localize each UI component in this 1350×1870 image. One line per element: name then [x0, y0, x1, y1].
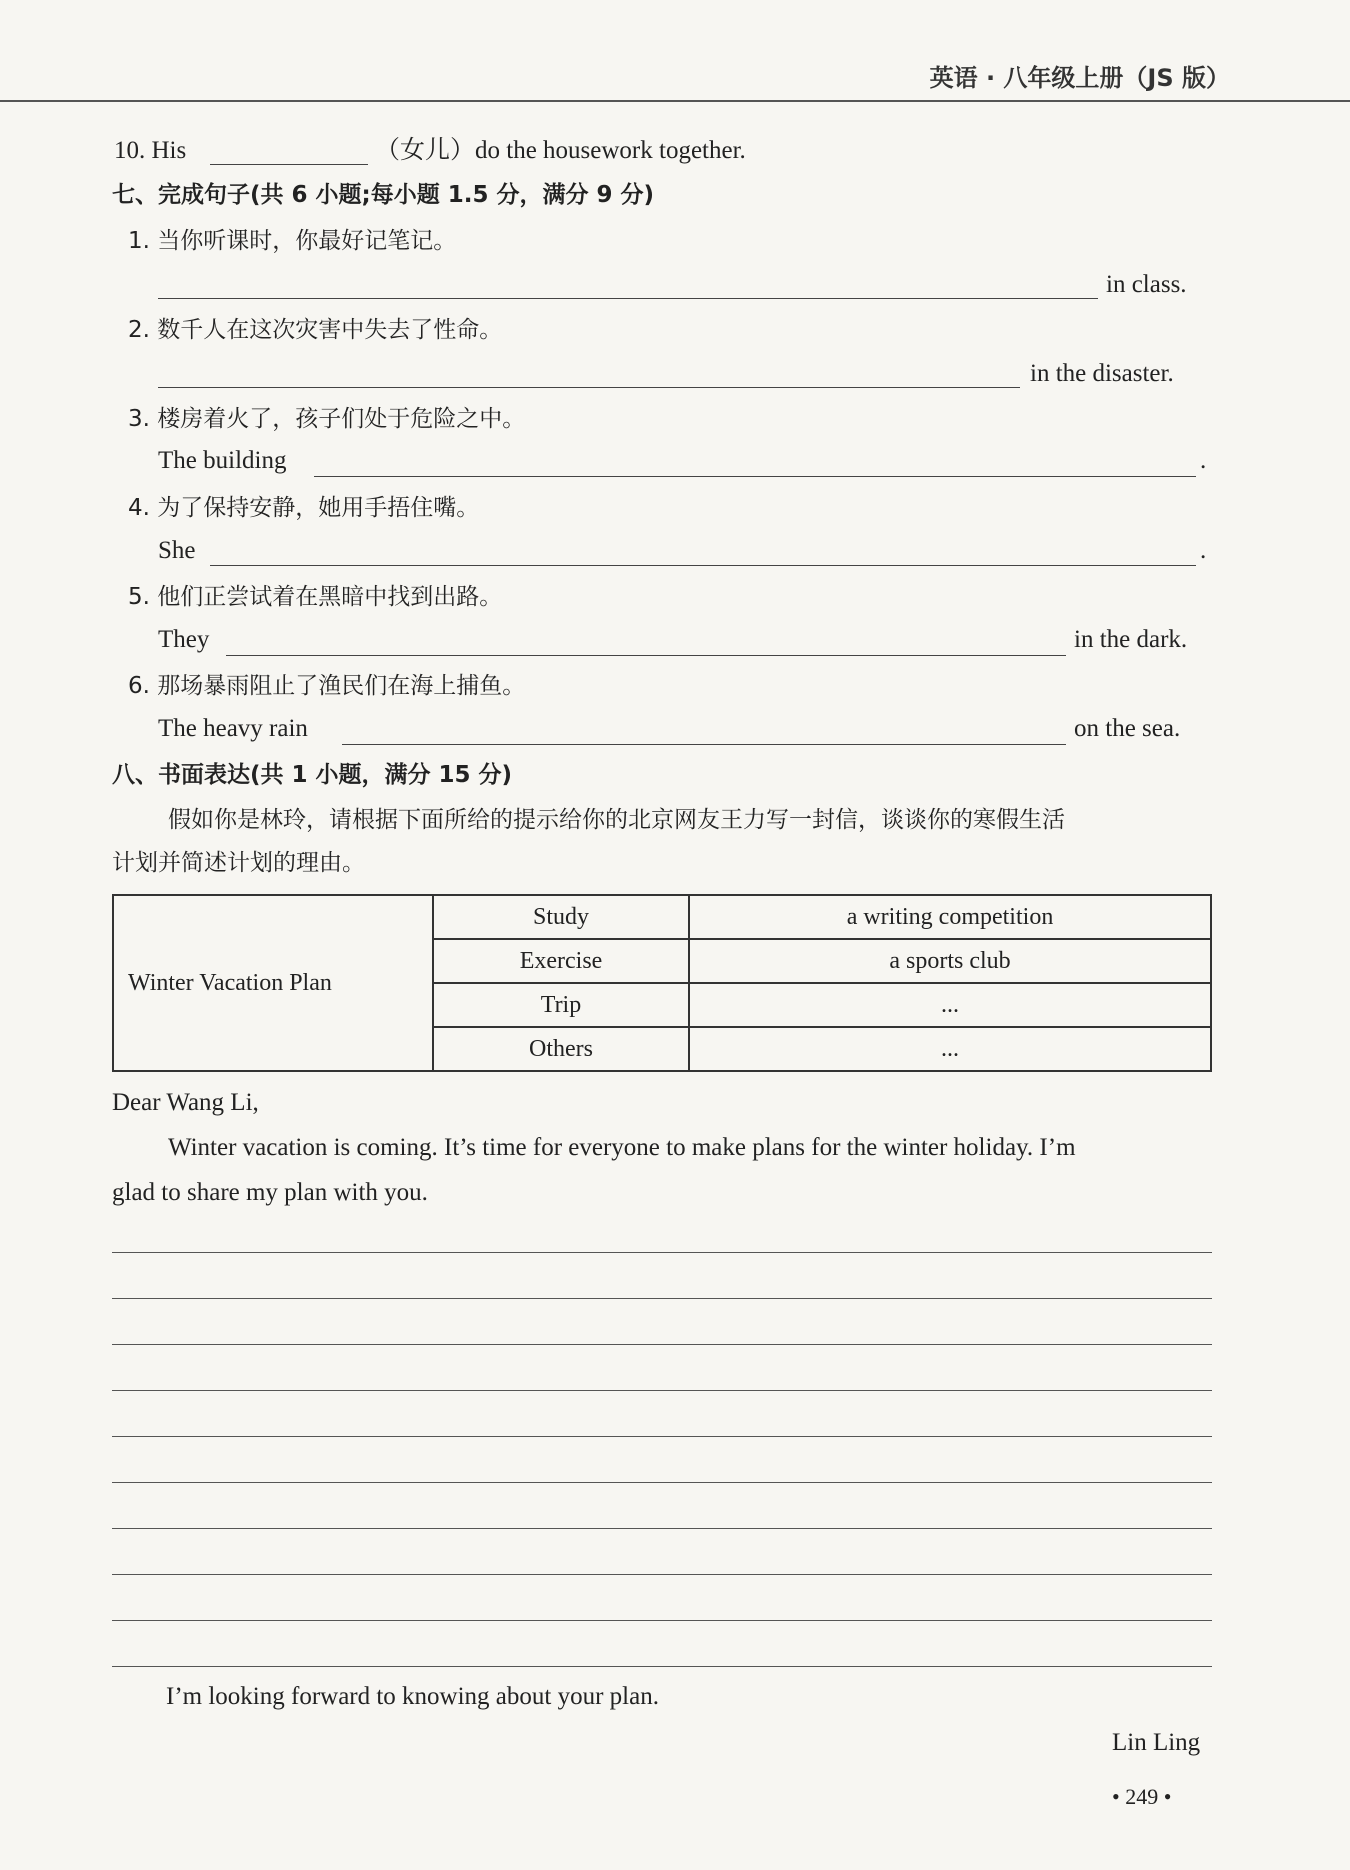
s7-item-3-start: The building	[158, 447, 287, 474]
table-title-cell: Winter Vacation Plan	[113, 895, 433, 1071]
table-category-cell: Study	[433, 895, 689, 939]
letter-greeting: Dear Wang Li,	[112, 1089, 259, 1116]
writing-line[interactable]	[112, 1482, 1212, 1483]
s7-item-3-blank[interactable]	[314, 476, 1196, 477]
table-detail-cell: a sports club	[689, 939, 1211, 983]
s7-item-2-cn: 2. 数千人在这次灾害中失去了性命。	[128, 317, 503, 343]
table-category-cell: Others	[433, 1027, 689, 1071]
s7-item-6-start: The heavy rain	[158, 715, 308, 742]
s7-item-4-blank[interactable]	[210, 565, 1196, 566]
writing-line[interactable]	[112, 1344, 1212, 1345]
s7-item-4-cn: 4. 为了保持安静，她用手捂住嘴。	[128, 495, 480, 521]
s7-item-6-blank[interactable]	[342, 744, 1066, 745]
s7-item-6-cn: 6. 那场暴雨阻止了渔民们在海上捕鱼。	[128, 673, 526, 699]
letter-body-line2: glad to share my plan with you.	[112, 1179, 428, 1206]
writing-line[interactable]	[112, 1436, 1212, 1437]
q10-prefix: 10. His	[114, 137, 187, 164]
s7-item-5-blank[interactable]	[226, 655, 1066, 656]
q10-hint: （女儿）do the housework together.	[375, 137, 746, 164]
letter-signature: Lin Ling	[1112, 1729, 1201, 1756]
writing-line[interactable]	[112, 1620, 1212, 1621]
s7-item-4-end: .	[1200, 537, 1207, 564]
s7-item-1-cn: 1. 当你听课时，你最好记笔记。	[128, 228, 457, 254]
s7-item-5-cn: 5. 他们正尝试着在黑暗中找到出路。	[128, 584, 503, 610]
writing-line[interactable]	[112, 1528, 1212, 1529]
table-detail-cell: a writing competition	[689, 895, 1211, 939]
table-detail-cell: ...	[689, 1027, 1211, 1071]
writing-line[interactable]	[112, 1298, 1212, 1299]
writing-line[interactable]	[112, 1574, 1212, 1575]
s7-item-5-end: in the dark.	[1074, 626, 1188, 653]
letter-body-line1: Winter vacation is coming. It’s time for everyone to make plans for the winter holiday. I’m	[168, 1134, 1076, 1161]
table-category-cell: Trip	[433, 983, 689, 1027]
header-rule	[0, 100, 1350, 102]
s7-item-3-end: .	[1200, 447, 1207, 474]
letter-closing: I’m looking forward to knowing about your plan.	[166, 1683, 659, 1710]
section8-prompt-line2: 计划并简述计划的理由。	[112, 850, 365, 876]
winter-plan-table	[112, 894, 1212, 1072]
table-detail-cell: ...	[689, 983, 1211, 1027]
page-number: • 249 •	[1112, 1784, 1172, 1809]
table-row	[113, 895, 1211, 939]
section8-prompt-line1: 假如你是林玲，请根据下面所给的提示给你的北京网友王力写一封信，谈谈你的寒假生活	[168, 807, 1065, 833]
section7-heading: 七、完成句子(共 6 小题;每小题 1.5 分，满分 9 分)	[112, 182, 655, 208]
s7-item-1-blank[interactable]	[158, 298, 1098, 299]
s7-item-3-cn: 3. 楼房着火了，孩子们处于危险之中。	[128, 406, 526, 432]
writing-line[interactable]	[112, 1666, 1212, 1667]
s7-item-2-blank[interactable]	[158, 387, 1020, 388]
s7-item-5-start: They	[158, 626, 210, 653]
writing-line[interactable]	[112, 1390, 1212, 1391]
s7-item-6-end: on the sea.	[1074, 715, 1181, 742]
writing-line[interactable]	[112, 1252, 1212, 1253]
section8-heading: 八、书面表达(共 1 小题，满分 15 分)	[112, 762, 513, 788]
table-category-cell: Exercise	[433, 939, 689, 983]
page-header: 英语 · 八年级上册（JS 版）	[929, 64, 1230, 92]
s7-item-2-end: in the disaster.	[1030, 360, 1174, 387]
q10-blank[interactable]	[210, 164, 368, 165]
s7-item-4-start: She	[158, 537, 196, 564]
s7-item-1-end: in class.	[1106, 271, 1187, 298]
